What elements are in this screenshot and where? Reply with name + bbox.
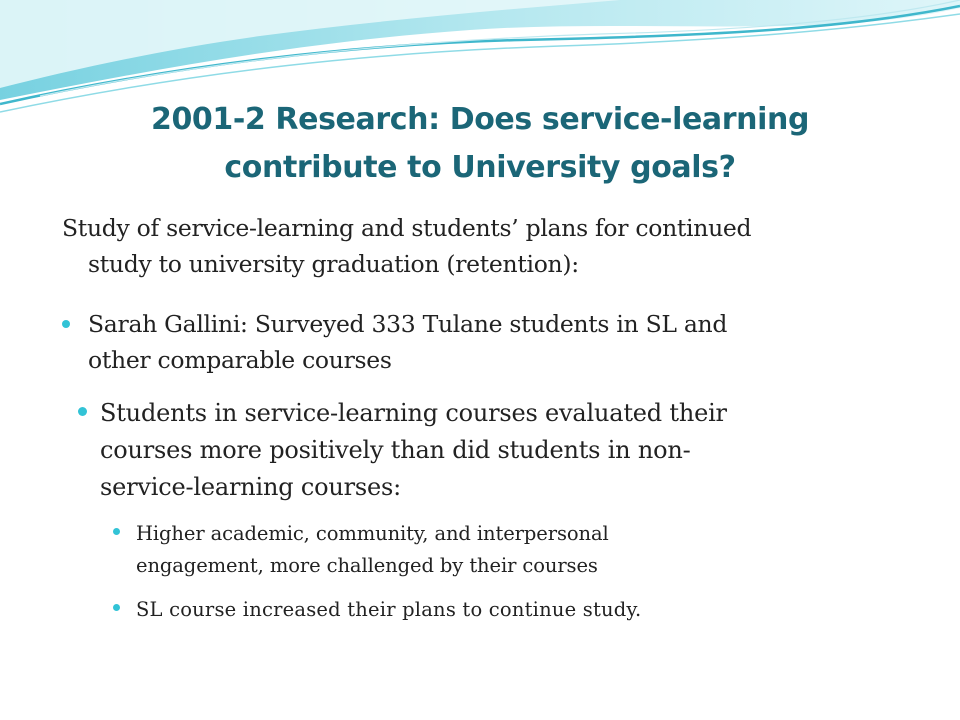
intro-line-2: study to university graduation (retention):	[88, 250, 579, 278]
bullet-2-line-3: service-learning courses:	[100, 473, 401, 501]
bullet-4-line-1: SL course increased their plans to continue study.	[136, 598, 642, 621]
title-line-2: contribute to University goals?	[224, 150, 736, 185]
bullet-dot-3	[113, 528, 120, 535]
intro-line-1: Study of service-learning and students’ plans for continued	[62, 214, 752, 242]
intro-paragraph	[62, 210, 902, 282]
bullet-3-line-1: Higher academic, community, and interpersonal	[136, 522, 609, 545]
bullet-item-2	[100, 395, 880, 506]
bullet-3-line-2: engagement, more challenged by their courses	[136, 554, 598, 577]
bullet-dot-1	[62, 320, 70, 328]
title-line-1: 2001-2 Research: Does service-learning	[150, 102, 810, 137]
bullet-2-line-1: Students in service-learning courses evaluated their	[100, 399, 727, 427]
bullet-dot-2	[78, 407, 87, 416]
bullet-2-line-2: courses more positively than did students in non-	[100, 436, 691, 464]
bullet-1-line-1: Sarah Gallini: Surveyed 333 Tulane students in SL and	[88, 310, 728, 338]
bullet-item-3	[136, 518, 856, 582]
bullet-item-4	[136, 594, 856, 626]
bullet-item-1	[88, 306, 888, 378]
bullet-dot-4	[113, 604, 120, 611]
bullet-1-line-2: other comparable courses	[88, 346, 392, 374]
